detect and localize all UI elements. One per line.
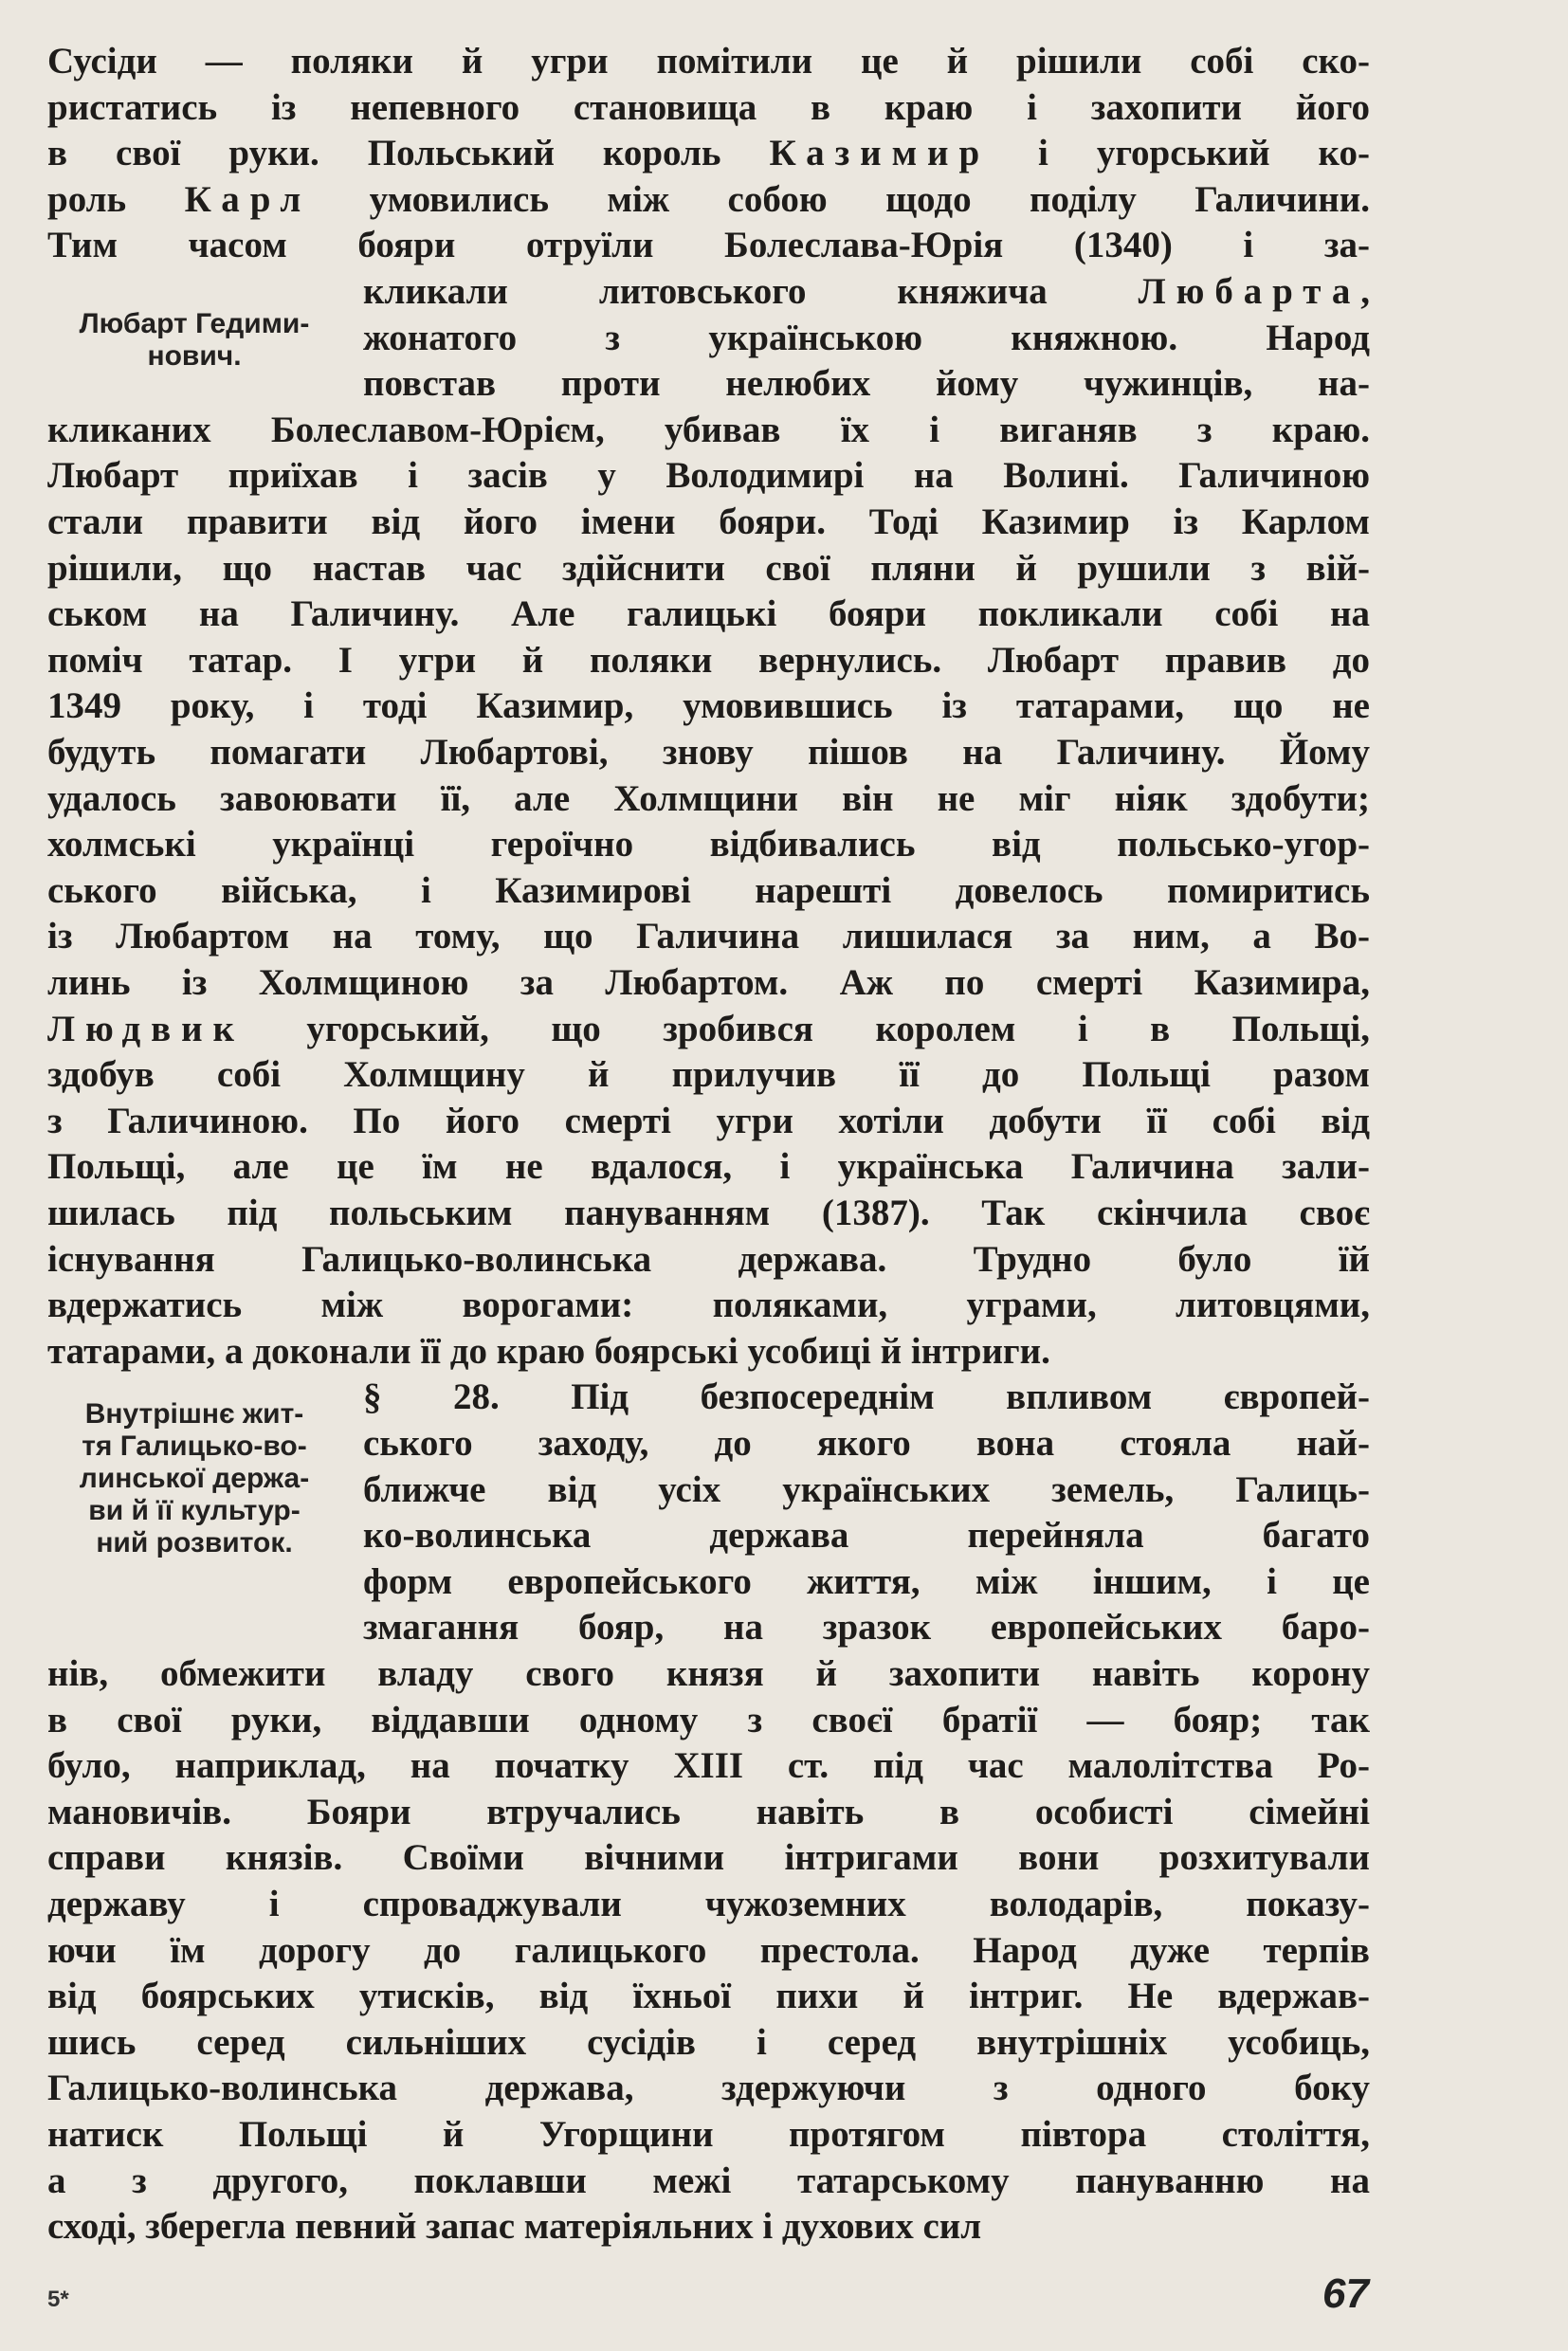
margin-note-line: нович. bbox=[147, 340, 242, 372]
margin-note-line: Внутрішнє жит- bbox=[84, 1398, 304, 1430]
text-line: нів, обмежити владу свого князя й захопити навіть корону bbox=[47, 1653, 1370, 1694]
text-line: 1349 року, і тоді Казимир, умовившись із татарами, що не bbox=[47, 685, 1370, 726]
text-line: існування Галицько-волинська держава. Трудно було їй bbox=[47, 1239, 1370, 1280]
text-line: будуть помагати Любартові, знову пішов на Галичину. Йому bbox=[47, 732, 1370, 773]
text-line: Сусіди — поляки й угри помітили це й рішили собі ско- bbox=[47, 41, 1370, 82]
text-line: ського війська, і Казимирові нарешті довелось помиритись bbox=[47, 870, 1370, 911]
text-line: ського заходу, до якого вона стояла най- bbox=[363, 1423, 1370, 1464]
text-line: ристатись із непевного становища в краю і захопити його bbox=[47, 87, 1370, 128]
text-line: ськом на Галичину. Але галицькі бояри покликали собі на bbox=[47, 593, 1370, 634]
text-line: Любарт приїхав і засів у Володимирі на Волині. Галичиною bbox=[47, 455, 1370, 496]
text-line: з Галичиною. По його смерті угри хотіли добути її собі від bbox=[47, 1101, 1370, 1141]
text-line: форм европейського життя, між іншим, і це bbox=[363, 1561, 1370, 1602]
text-line: татарами, а доконали її до краю боярські усобиці й інтриги. bbox=[47, 1331, 1050, 1372]
text-line: ючи їм дорогу до галицького престола. Народ дуже терпів bbox=[47, 1930, 1370, 1971]
text-line: Тим часом бояри отруїли Болеслава-Юрія (1340) і за- bbox=[47, 225, 1370, 265]
text-line: Польщі, але це їм не вдалося, і українська Галичина зали- bbox=[47, 1146, 1370, 1187]
text-line: холмські українці героїчно відбивались від польсько-угор- bbox=[47, 824, 1370, 865]
margin-note-line: ний розвиток. bbox=[96, 1527, 293, 1558]
text-line: шись серед сильніших сусідів і серед внутрішніх усобиць, bbox=[47, 2022, 1370, 2063]
text-line: справи князів. Своїми вічними інтригами вони розхитували bbox=[47, 1837, 1370, 1878]
text-line: змагання бояр, на зразок европейських баро- bbox=[363, 1607, 1370, 1648]
text-line: кликали литовського княжича Любарта, bbox=[363, 271, 1370, 312]
text-line: із Любартом на тому, що Галичина лишилася за ним, а Во- bbox=[47, 916, 1370, 957]
text-line: линь із Холмщиною за Любартом. Аж по смерті Казимира, bbox=[47, 962, 1370, 1003]
text-line: ближче від усіх українських земель, Галиць- bbox=[363, 1469, 1370, 1510]
margin-note-line: линської держа- bbox=[79, 1463, 310, 1494]
text-line: повстав проти нелюбих йому чужинців, на- bbox=[363, 363, 1370, 404]
margin-note-internal-life bbox=[38, 1398, 351, 1559]
text-line: роль Карл умовились між собою щодо поділу Галичини. bbox=[47, 179, 1371, 220]
text-line: § 28. Під безпосереднім впливом європей- bbox=[363, 1376, 1370, 1417]
text-line: мановичів. Бояри втручались навіть в особисті сімейні bbox=[47, 1792, 1370, 1832]
spaced-name: Людвик bbox=[47, 1009, 245, 1049]
text-line: здобув собі Холмщину й прилучив її до Польщі разом bbox=[47, 1054, 1370, 1095]
text-line: Галицько-волинська держава, здержуючи з одного боку bbox=[47, 2068, 1370, 2108]
text-line: державу і спроваджували чужоземних володарів, показу- bbox=[47, 1884, 1370, 1924]
text-line: сході, зберегла певний запас матеріяльних і духових сил bbox=[47, 2206, 982, 2247]
text-line: в свої руки, віддавши одному з своєї братії — бояр; так bbox=[47, 1700, 1370, 1740]
margin-note-line: тя Галицько-во- bbox=[82, 1431, 307, 1462]
spaced-name: Любарта bbox=[1138, 271, 1361, 312]
text-line: шилась під польським пануванням (1387). Так скінчила своє bbox=[47, 1193, 1370, 1233]
text-line: поміч татар. І угри й поляки вернулись. Любарт правив до bbox=[47, 640, 1370, 681]
signature-mark: 5* bbox=[47, 2287, 69, 2312]
spaced-name: Карл bbox=[184, 179, 312, 220]
text-line: жонатого з українською княжною. Народ bbox=[363, 318, 1370, 358]
text-line: було, наприклад, на початку XIII ст. під час малолітства Ро- bbox=[47, 1745, 1370, 1786]
text-line: від боярських утисків, від їхньої пихи й інтриг. Не вдержав- bbox=[47, 1976, 1370, 2016]
text-line: рішили, що настав час здійснити свої пляни й рушили з вій- bbox=[47, 548, 1370, 589]
text-line: натиск Польщі й Угорщини протягом півтора століття, bbox=[47, 2114, 1370, 2155]
page-number: 67 bbox=[1322, 2270, 1369, 2317]
text-line: а з другого, поклавши межі татарському пануванню на bbox=[47, 2160, 1370, 2201]
margin-note-lyubart bbox=[38, 308, 351, 373]
text-line: в свої руки. Польський король Казимир і угорський ко- bbox=[47, 133, 1370, 173]
text-line: ко-волинська держава перейняла багато bbox=[363, 1515, 1370, 1556]
margin-note-line: ви й її культур- bbox=[88, 1495, 301, 1526]
spaced-name: Казимир bbox=[769, 133, 991, 173]
text-line: вдержатись між ворогами: поляками, уграми, литовцями, bbox=[47, 1285, 1370, 1325]
text-line: Людвик угорський, що зробився королем і в Польщі, bbox=[47, 1009, 1370, 1049]
margin-note-line: Любарт Гедими- bbox=[79, 308, 310, 339]
text-line: удалось завоювати її, але Холмщини він не міг ніяк здобути; bbox=[47, 778, 1370, 819]
text-line: кликаних Болеславом-Юрієм, убивав їх і виганяв з краю. bbox=[47, 410, 1370, 450]
text-line: стали правити від його імени бояри. Тоді Казимир із Карлом bbox=[47, 501, 1370, 542]
